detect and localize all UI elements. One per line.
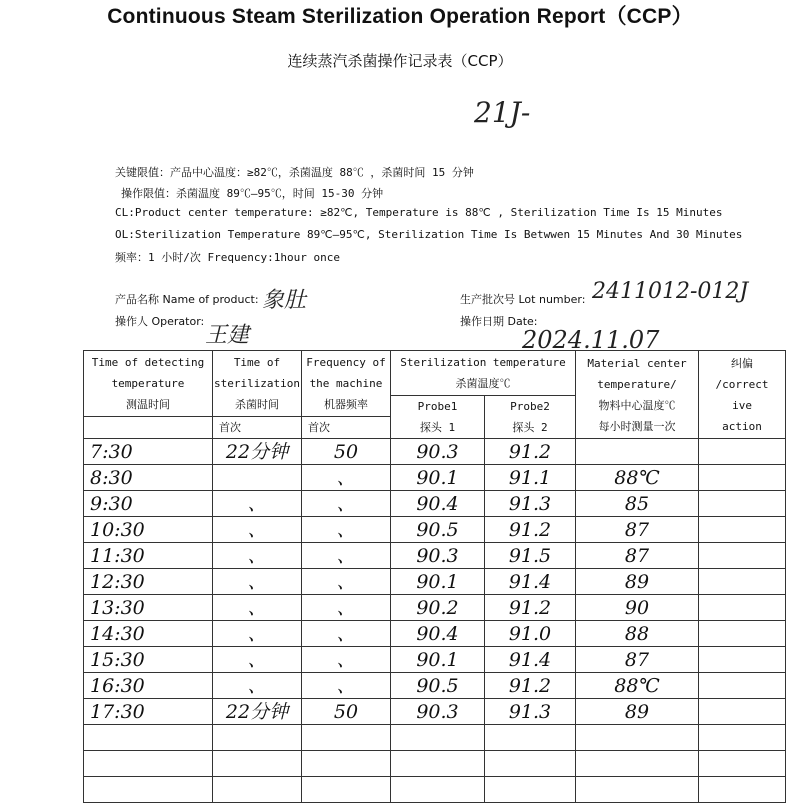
report-subtitle: 连续蒸汽杀菌操作记录表（CCP） (287, 52, 513, 70)
product-value: 象肚 (262, 288, 307, 313)
action-cell (699, 569, 786, 595)
table-row (84, 621, 786, 647)
table-row (84, 595, 786, 621)
frequency-cell: 50 (302, 439, 391, 465)
time-cell: 15:30 (84, 647, 213, 673)
probe1-cell: 90.5 (391, 517, 485, 543)
material-temp-cell: 90 (576, 595, 699, 621)
lot-value: 2411012-012J (592, 279, 749, 304)
header-steril-temp: Sterilization temperature 杀菌温度℃ (391, 351, 576, 396)
steril-time-cell: 、 (213, 673, 302, 699)
probe2-cell: 91.2 (485, 517, 576, 543)
table-row (84, 439, 786, 465)
time-cell: 10:30 (84, 517, 213, 543)
table-row (84, 517, 786, 543)
probe2-cell: 91.4 (485, 569, 576, 595)
steril-time-cell: 、 (213, 595, 302, 621)
time-cell: 11:30 (84, 543, 213, 569)
probe1-cell: 90.4 (391, 621, 485, 647)
header-material-temp: Material center temperature/ 物料中心温度℃ 每小时测量一次 (576, 351, 699, 439)
header-probe2: Probe2 探头 2 (485, 396, 576, 439)
table-row (84, 699, 786, 725)
probe2-cell: 91.0 (485, 621, 576, 647)
frequency-cell: 、 (302, 491, 391, 517)
probe1-cell: 90.1 (391, 569, 485, 595)
material-temp-cell: 88 (576, 621, 699, 647)
frequency-cell: 、 (302, 595, 391, 621)
probe2-cell: 91.4 (485, 647, 576, 673)
steril-time-cell: 22分钟 (213, 699, 302, 725)
critical-limits-cn: 关键限值：产品中心温度：≥82℃，杀菌温度 88℃ ，杀菌时间 15 分钟 (115, 166, 474, 179)
action-cell (699, 465, 786, 491)
time-cell: 17:30 (84, 699, 213, 725)
probe1-cell: 90.1 (391, 647, 485, 673)
material-temp-cell: 87 (576, 517, 699, 543)
steril-time-cell: 、 (213, 569, 302, 595)
probe1-cell: 90.3 (391, 699, 485, 725)
probe1-cell: 90.4 (391, 491, 485, 517)
probe1-cell: 90.2 (391, 595, 485, 621)
material-temp-cell: 89 (576, 569, 699, 595)
header-time-detect: Time of detecting temperature 测温时间 (84, 351, 213, 417)
sterilization-log-table (83, 350, 786, 803)
header-probe1: Probe1 探头 1 (391, 396, 485, 439)
operating-limits-en: OL:Sterilization Temperature 89℃—95℃, Sterilization Time Is Betwwen 15 Minutes And 30 Minutes (115, 228, 743, 241)
product-label: 产品名称 Name of product: (115, 293, 259, 306)
header-empty-cell (84, 417, 213, 439)
header-corrective-action: 纠偏 /correct ive action (699, 351, 786, 439)
action-cell (699, 673, 786, 699)
table-row (84, 647, 786, 673)
probe2-cell: 91.3 (485, 699, 576, 725)
probe1-cell: 90.3 (391, 543, 485, 569)
action-cell (699, 543, 786, 569)
probe2-cell: 91.2 (485, 439, 576, 465)
handwritten-code: 21J- (474, 96, 531, 129)
steril-time-cell: 、 (213, 621, 302, 647)
material-temp-cell: 88℃ (576, 673, 699, 699)
time-cell: 8:30 (84, 465, 213, 491)
table-row (84, 569, 786, 595)
time-cell: 9:30 (84, 491, 213, 517)
probe2-cell: 91.1 (485, 465, 576, 491)
probe1-cell: 90.5 (391, 673, 485, 699)
steril-time-cell: 、 (213, 543, 302, 569)
steril-time-cell: 22分钟 (213, 439, 302, 465)
header-time-steril: Time of sterilization 杀菌时间 (213, 351, 302, 417)
operator-value: 王建 (205, 323, 250, 348)
probe2-cell: 91.2 (485, 673, 576, 699)
frequency-cell: 、 (302, 569, 391, 595)
lot-label: 生产批次号 Lot number: (460, 293, 586, 306)
action-cell (699, 517, 786, 543)
material-temp-cell: 87 (576, 647, 699, 673)
header-frequency: Frequency of the machine 机器频率 (302, 351, 391, 417)
time-cell: 14:30 (84, 621, 213, 647)
table-row (84, 465, 786, 491)
critical-limits-en: CL:Product center temperature: ≥82℃, Temperature is 88℃ , Sterilization Time Is 15 Minutes (115, 206, 723, 219)
frequency-cell: 、 (302, 517, 391, 543)
steril-time-cell (213, 465, 302, 491)
action-cell (699, 621, 786, 647)
date-value: 2024.11.07 (522, 326, 660, 354)
report-title: Continuous Steam Sterilization Operation Report（CCP） (107, 5, 693, 28)
probe1-cell: 90.3 (391, 439, 485, 465)
table-row (84, 491, 786, 517)
frequency-note: 频率：1 小时/次 Frequency:1hour once (115, 251, 340, 264)
material-temp-cell: 85 (576, 491, 699, 517)
time-cell: 12:30 (84, 569, 213, 595)
probe2-cell: 91.2 (485, 595, 576, 621)
date-label: 操作日期 Date: (460, 315, 538, 328)
table-row (84, 673, 786, 699)
steril-time-cell: 、 (213, 517, 302, 543)
action-cell (699, 647, 786, 673)
probe1-cell: 90.1 (391, 465, 485, 491)
frequency-cell: 、 (302, 673, 391, 699)
probe2-cell: 91.5 (485, 543, 576, 569)
frequency-cell: 、 (302, 465, 391, 491)
frequency-cell: 、 (302, 621, 391, 647)
material-temp-cell: 87 (576, 543, 699, 569)
action-cell (699, 699, 786, 725)
time-cell: 13:30 (84, 595, 213, 621)
material-temp-cell: 88℃ (576, 465, 699, 491)
header-first-time: 首次 (213, 417, 302, 439)
material-temp-cell: 89 (576, 699, 699, 725)
material-temp-cell (576, 439, 699, 465)
frequency-cell: 、 (302, 543, 391, 569)
operating-limits-cn: 操作限值：杀菌温度 89℃—95℃，时间 15-30 分钟 (121, 187, 384, 200)
operator-label: 操作人 Operator: (115, 315, 205, 328)
probe2-cell: 91.3 (485, 491, 576, 517)
action-cell (699, 491, 786, 517)
steril-time-cell: 、 (213, 491, 302, 517)
header-first-freq: 首次 (302, 417, 391, 439)
frequency-cell: 50 (302, 699, 391, 725)
action-cell (699, 439, 786, 465)
frequency-cell: 、 (302, 647, 391, 673)
table-row (84, 543, 786, 569)
steril-time-cell: 、 (213, 647, 302, 673)
action-cell (699, 595, 786, 621)
time-cell: 7:30 (84, 439, 213, 465)
time-cell: 16:30 (84, 673, 213, 699)
